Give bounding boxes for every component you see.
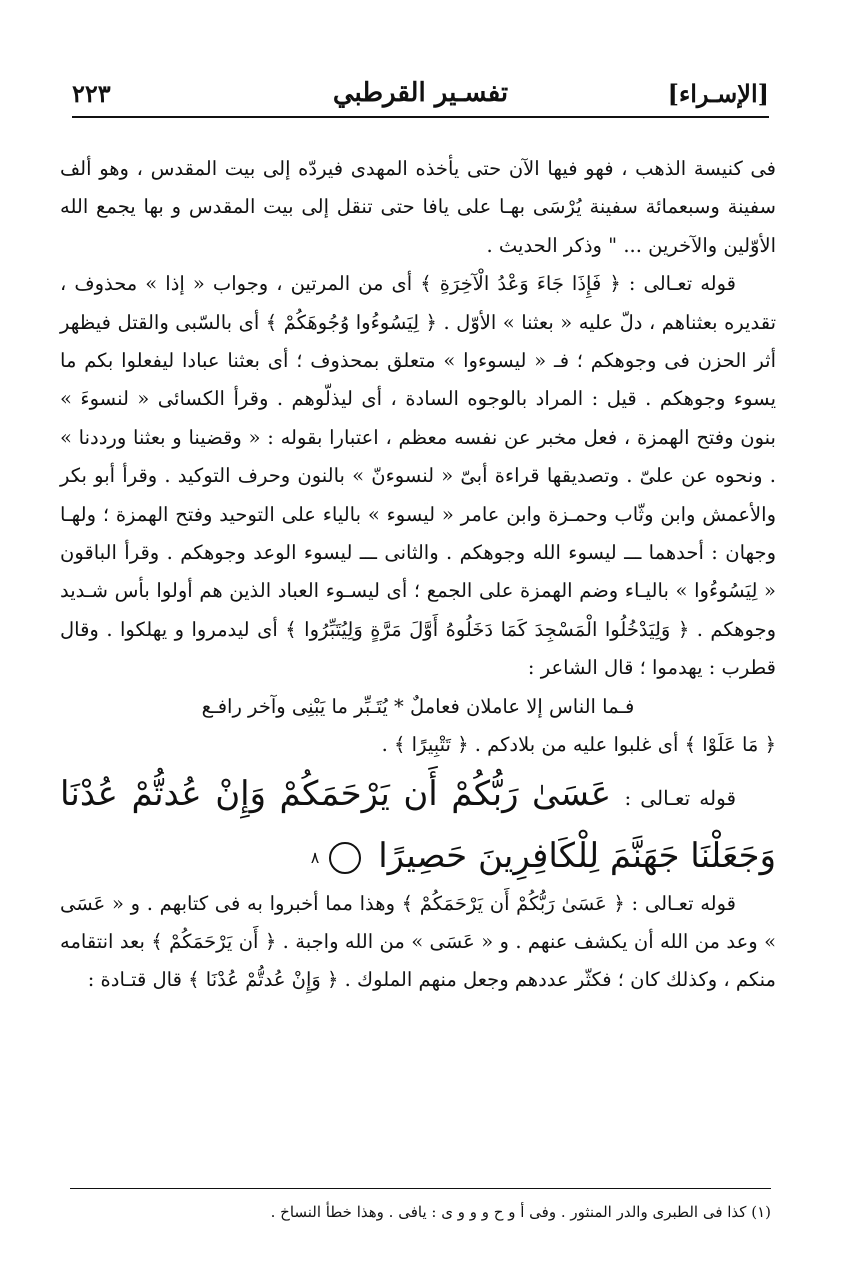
quran-ayah	[60, 765, 776, 885]
page-header	[72, 68, 769, 118]
poem-verse: فـما الناس إلا عاملان فعاملٌ * يُتَـبِّر ما يَبْنِى وآخر رافـع	[201, 694, 635, 718]
ayah-number-icon: ٨	[329, 842, 361, 874]
surah-name: [الإسـراء]	[667, 79, 769, 108]
paragraph-3: ﴿ مَا عَلَوْا ﴾ أى غلبوا عليه من بلادكم . ﴿ تَتْبِيرًا ﴾ .	[381, 733, 776, 757]
page-body	[60, 150, 776, 1000]
footnote: (١) كذا فى الطبرى والدر المنثور . وفى أ و ح و و و ى : يافى . وهذا خطأ النساخ .	[270, 1203, 771, 1221]
paragraph-4: قوله تعـالى : ﴿ عَسَىٰ رَبُّكُمْ أَن يَرْحَمَكُمْ ﴾ وهذا مما أخبروا به فى كتابهم . و « عَسَى » وعد من الله أن يكشف عنهم . و « عَسَى » من الله واجبة . ﴿ أَن يَرْحَمَكُمْ ﴾ بعد انتقامه منكم ، وكذلك كان ؛ فكثّر عددهم وجعل منهم الملوك . ﴿ وَإِنْ عُدتُّمْ عُدْنَا ﴾ قال قتـادة :	[60, 891, 776, 992]
paragraph-2: قوله تعـالى : ﴿ فَإِذَا جَاءَ وَعْدُ الْآخِرَةِ ﴾ أى من المرتين ، وجواب « إذا » محذوف ، تقديره بعثناهم ، دلّ عليه « بعثنا » الأوّل . ﴿ لِيَسُوءُوا وُجُوهَكُمْ ﴾ أى بالسّبى والقتل فيظهر أثر الحزن فى وجوهكم ؛ فـ « ليسوءوا » متعلق بمحذوف ؛ أى بعثنا عبادا ليفعلوا بكم ما يسوء وجوهكم . قيل : المراد بالوجوه السادة ، أى ليذلّوهم . وقرأ الكسائى « لنسوءَ » بنون وفتح الهمزة ، فعل مخبر عن نفسه معظم ، اعتبارا بقوله : « وقضينا و بعثنا ورددنا » . ونحوه عن علىّ . وتصديقها قراءة أبىّ « لنسوءنّ » بالنون وحرف التوكيد . وقرأ أبو بكر والأعمش وابن وثّاب وحمـزة وابن عامر « ليسوء » بالياء على التوحيد وفتح الهمزة ؛ ولهـا وجهان : أحدهما ـــ ليسوء الله وجوهكم . والثانى ـــ ليسوء الوعد وجوهكم . وقرأ الباقون « لِيَسُوءُوا » باليـاء وضم الهمزة على الجمع ؛ أى ليسـوء العباد الذين هم أولوا بأس شـديد وجوهكم . ﴿ وَلِيَدْخُلُوا الْمَسْجِدَ كَمَا دَخَلُوهُ أَوَّلَ مَرَّةٍ وَلِيُتَبِّرُوا ﴾ أى ليدمروا و يهلكوا . وقال قطرب : يهدموا ؛ قال الشاعر :	[60, 272, 776, 680]
ayah-text: عَسَىٰ رَبُّكُمْ أَن يَرْحَمَكُمْ وَإِنْ عُدتُّمْ عُدْنَا وَجَعَلْنَا جَهَنَّمَ لِلْكَافِرِينَ حَصِيرًا	[60, 773, 776, 876]
book-title: تفسـير القرطبي	[332, 78, 509, 108]
page-number: ٢٢٣	[72, 79, 111, 108]
paragraph-1: فى كنيسة الذهب ، فهو فيها الآن حتى يأخذه المهدى فيردّه إلى بيت المقدس ، وهو ألف سفينة وسبعمائة سفينة يُرْسَى بهـا على يافا حتى تنقل إلى بيت المقدس و بها يجمع الله الأوّلين والآخرين ... " وذكر الحديث .	[60, 157, 776, 257]
ayah-intro: قوله تعـالى :	[624, 785, 737, 810]
footnote-divider	[70, 1188, 771, 1189]
